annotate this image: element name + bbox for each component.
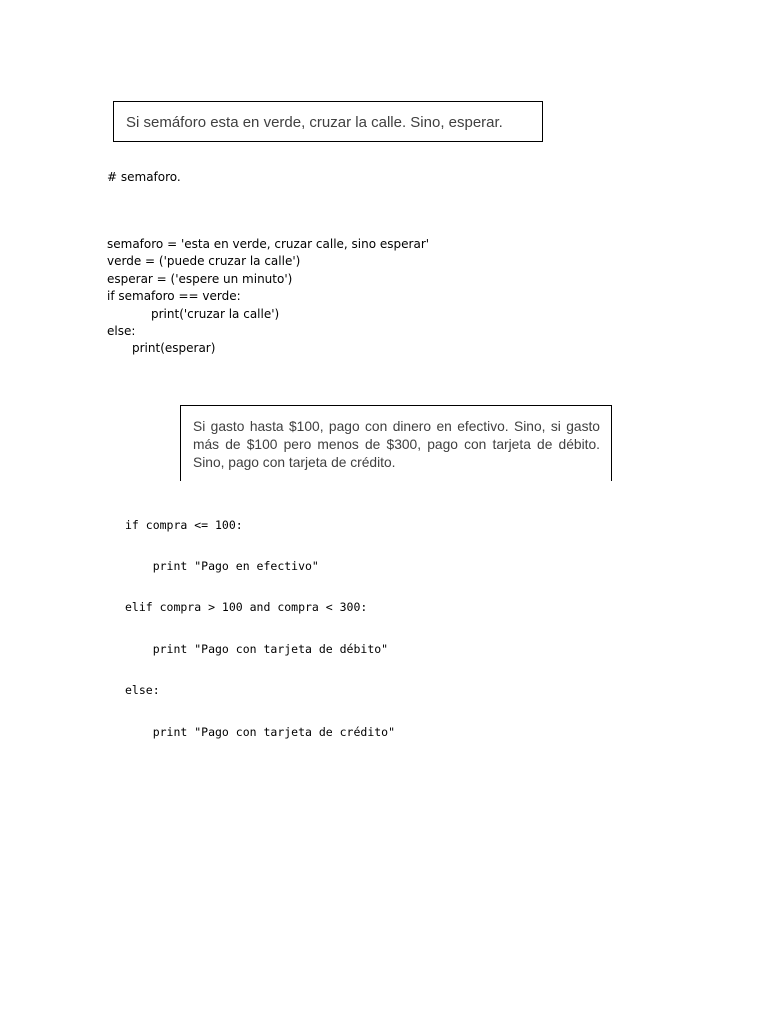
code-line: verde = ('puede cruzar la calle') xyxy=(107,254,301,269)
code-line: print "Pago con tarjeta de crédito" xyxy=(125,724,396,739)
code-line: print "Pago en efectivo" xyxy=(125,558,319,573)
code-block-traffic-light xyxy=(107,236,429,358)
code-line: else: xyxy=(107,323,136,338)
statement-text: Si gasto hasta $100, pago con dinero en efectivo. Sino, si gasto más de $100 pero menos de $300, pago con tarjeta de débito. Sino, pago con tarjeta de crédito. xyxy=(193,419,600,470)
code-line: if compra <= 100: xyxy=(125,517,243,532)
statement-text: Si semáforo esta en verde, cruzar la calle. Sino, esperar. xyxy=(126,114,503,131)
code-block-payment xyxy=(125,491,395,753)
code-line: print(esperar) xyxy=(132,341,216,356)
statement-box-payment xyxy=(180,405,612,481)
code-line: else: xyxy=(125,683,160,698)
code-line: print('cruzar la calle') xyxy=(151,306,280,321)
code-line: if semaforo == verde: xyxy=(107,289,241,304)
code-line: semaforo = 'esta en verde, cruzar calle, sino esperar' xyxy=(107,237,430,251)
code-line: print "Pago con tarjeta de débito" xyxy=(125,641,389,656)
statement-box-traffic-light xyxy=(113,101,543,142)
code-line: esperar = ('espere un minuto') xyxy=(107,271,293,286)
code-line: elif compra > 100 and compra < 300: xyxy=(125,600,368,615)
code-comment: # semaforo. xyxy=(107,170,181,184)
